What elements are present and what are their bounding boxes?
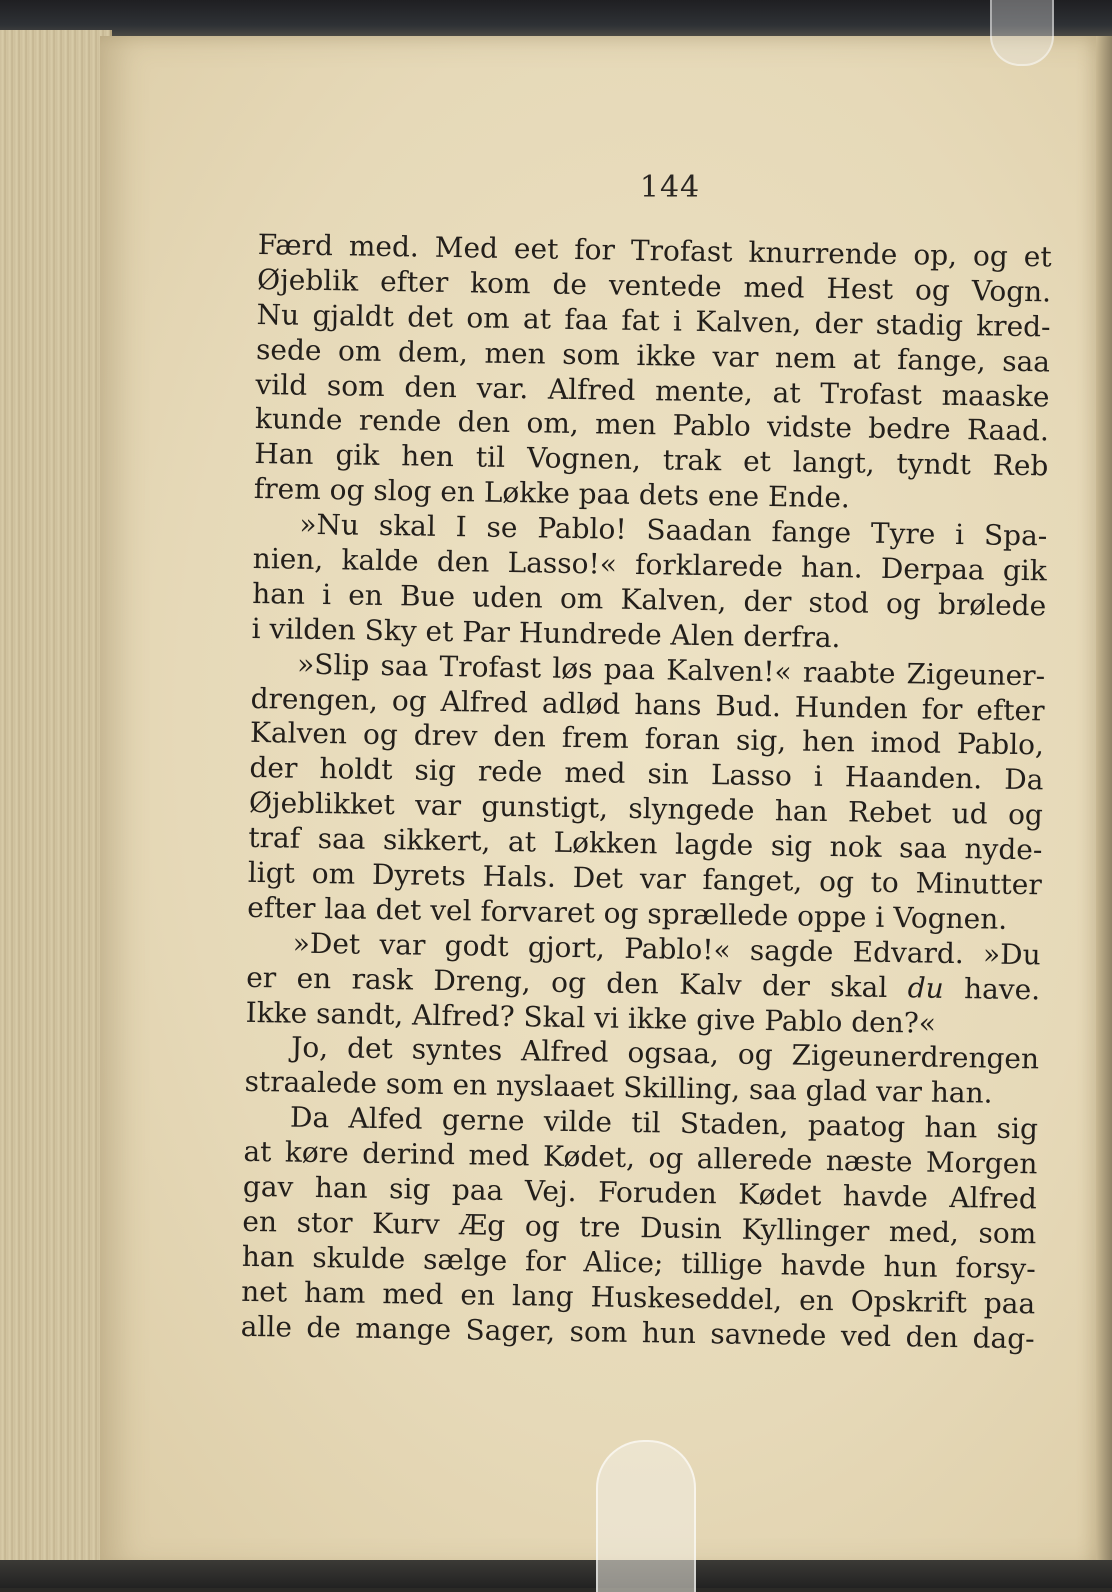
text-line: er en rask Dreng, og den Kalv der skal du have.: [245, 960, 1041, 1007]
text-line: sede om dem, men som ikke var nem at fange, saa: [255, 332, 1051, 379]
text-line: han skulde sælge for Alice; tillige havde hun forsy-: [241, 1239, 1037, 1286]
text-line: gav han sig paa Vej. Foruden Kødet havde Alfred: [242, 1169, 1038, 1216]
text-line: han i en Bue uden om Kalven, der stod og brølede: [252, 576, 1047, 623]
text-line: »Nu skal I se Pablo! Saadan fange Tyre i Spa-: [299, 507, 1048, 553]
text-line: i vilden Sky et Par Hundrede Alen derfra.: [251, 611, 841, 654]
text-line: straalede som en nyslaaet Skilling, saa glad var han.: [244, 1065, 993, 1111]
text-line: frem og slog en Løkke paa dets ene Ende.: [253, 472, 851, 515]
text-line: Kalven og drev den frem foran sig, hen imod Pablo,: [249, 716, 1045, 762]
text-line: kunde rende den om, men Pablo vidste bedre Raad.: [254, 402, 1050, 448]
text-line: der holdt sig rede med sin Lasso i Haanden. Da: [249, 751, 1044, 797]
text-line: Færd med. Med eet for Trofast knurrende op, og et: [257, 228, 1052, 274]
text-line: nien, kalde den Lasso!« forklarede han. Derpaa gik: [252, 541, 1047, 588]
text-line: Øjeblik efter kom de ventede med Hest og Vogn.: [256, 262, 1052, 309]
text-line: traf saa sikkert, at Løkken lagde sig nok saa nyde-: [248, 821, 1043, 867]
page-clip-top: [990, 0, 1054, 66]
text-line: efter laa det vel forvaret og sprællede oppe i Vognen.: [247, 890, 1008, 936]
page-clip-bottom: [596, 1440, 696, 1592]
text-line: net ham med en lang Huskeseddel, en Opskrift paa: [241, 1274, 1036, 1321]
text-line: Han gik hen til Vognen, trak et langt, tyndt Reb: [254, 437, 1049, 483]
text-line: Øjeblikket var gunstigt, slyngede han Rebet ud og: [248, 786, 1044, 832]
page-number: 144: [639, 170, 701, 205]
book-cover-edge-bottom: [0, 1560, 1112, 1588]
text-line: at køre derind med Kødet, og allerede næste Morgen: [243, 1135, 1038, 1181]
text-line: »Slip saa Trofast løs paa Kalven!« raabte Zigeuner-: [296, 647, 1046, 693]
text-line: alle de mange Sager, som hun savnede ved den dag-: [240, 1309, 1035, 1355]
text-line: Ikke sandt, Alfred? Skal vi ikke give Pablo den?«: [245, 995, 937, 1040]
text-line: drengen, og Alfred adlød hans Bud. Hunden for efter: [250, 681, 1045, 727]
text-line: Jo, det syntes Alfred ogsaa, og Zigeunerdrengen: [290, 1031, 1040, 1076]
page-right-edge: [1096, 36, 1112, 1570]
text-line: Da Alfed gerne vilde til Staden, paatog han sig: [289, 1100, 1039, 1146]
body-text: [240, 228, 1051, 1357]
page-stack-edges: [0, 30, 112, 1570]
text-line: ligt om Dyrets Hals. Det var fanget, og to Minutter: [247, 855, 1043, 902]
text-line: Nu gjaldt det om at faa fat i Kalven, der stadig kred-: [256, 297, 1051, 344]
text-line: »Det var godt gjort, Pablo!« sagde Edvard. »Du: [292, 926, 1041, 972]
text-line: en stor Kurv Æg og tre Dusin Kyllinger med, som: [242, 1204, 1037, 1251]
text-line: vild som den var. Alfred mente, at Trofast maaske: [255, 367, 1050, 414]
